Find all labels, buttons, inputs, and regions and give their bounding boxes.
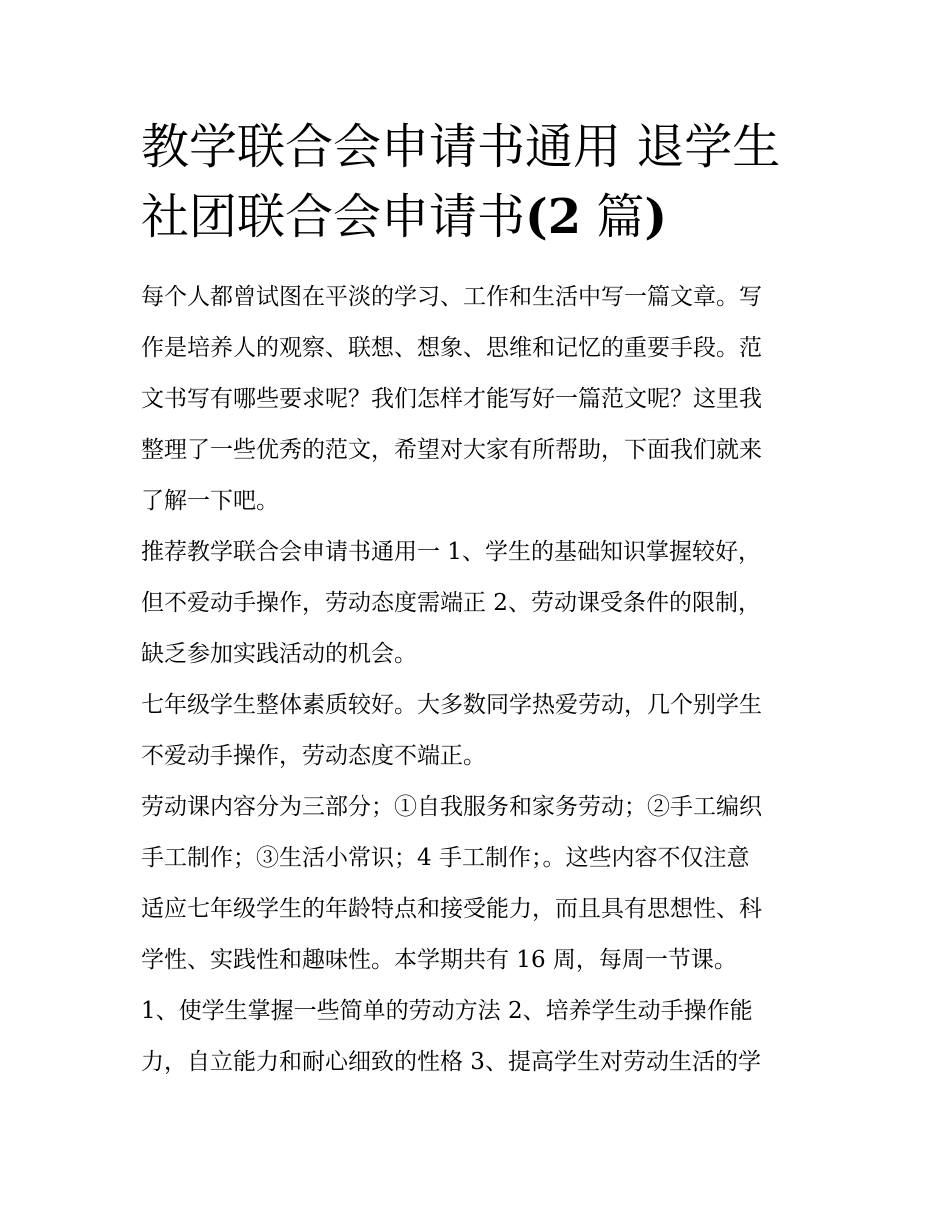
paragraph-line: 劳动课内容分为三部分；①自我服务和家务劳动；②手工编织 bbox=[141, 794, 762, 820]
paragraph-line: 学性、实践性和趣味性。本学期共有 16 周，每周一节课。 bbox=[141, 947, 737, 973]
paragraph-intro bbox=[141, 272, 813, 527]
paragraph-line: 每个人都曾试图在平淡的学习、工作和生活中写一篇文章。写 bbox=[141, 284, 762, 310]
paragraph-student-analysis bbox=[141, 527, 813, 680]
document-content bbox=[141, 112, 813, 1088]
title-count-open: (2 bbox=[525, 189, 582, 245]
paragraph-line: 了解一下吧。 bbox=[141, 488, 279, 514]
paragraph-line: 适应七年级学生的年龄特点和接受能力，而且具有思想性、科 bbox=[141, 896, 762, 922]
paragraph-line: 但不爱动手操作，劳动态度需端正 2、劳动课受条件的限制， bbox=[141, 590, 761, 616]
paragraph-course-content bbox=[141, 782, 813, 986]
paragraph-goals bbox=[141, 986, 813, 1088]
title-count-unit: 篇 bbox=[581, 189, 645, 245]
document-title bbox=[141, 112, 813, 252]
paragraph-line: 缺乏参加实践活动的机会。 bbox=[141, 641, 417, 667]
paragraph-line: 作是培养人的观察、联想、想象、思维和记忆的重要手段。范 bbox=[141, 335, 762, 361]
paragraph-line: 推荐教学联合会申请书通用一 1、学生的基础知识掌握较好， bbox=[141, 539, 761, 565]
paragraph-line: 不爱动手操作，劳动态度不端正。 bbox=[141, 743, 486, 769]
paragraph-line: 七年级学生整体素质较好。大多数同学热爱劳动，几个别学生 bbox=[141, 692, 762, 718]
paragraph-line: 力，自立能力和耐心细致的性格 3、提高学生对劳动生活的学 bbox=[141, 1049, 761, 1075]
title-line-1: 教学联合会申请书通用 退学生 bbox=[141, 119, 781, 175]
title-count-close: ) bbox=[644, 189, 668, 245]
document-body bbox=[141, 272, 813, 1088]
paragraph-line: 手工制作；③生活小常识；4 手工制作；。这些内容不仅注意 bbox=[141, 845, 750, 871]
title-line-2-text: 社团联合会申请书 bbox=[141, 189, 526, 245]
paragraph-line: 1、使学生掌握一些简单的劳动方法 2、培养学生动手操作能 bbox=[141, 998, 753, 1024]
title-line-2 bbox=[141, 182, 813, 252]
paragraph-line: 文书写有哪些要求呢？我们怎样才能写好一篇范文呢？这里我 bbox=[141, 386, 762, 412]
paragraph-grade-seven bbox=[141, 680, 813, 782]
paragraph-line: 整理了一些优秀的范文，希望对大家有所帮助，下面我们就来 bbox=[141, 437, 762, 463]
